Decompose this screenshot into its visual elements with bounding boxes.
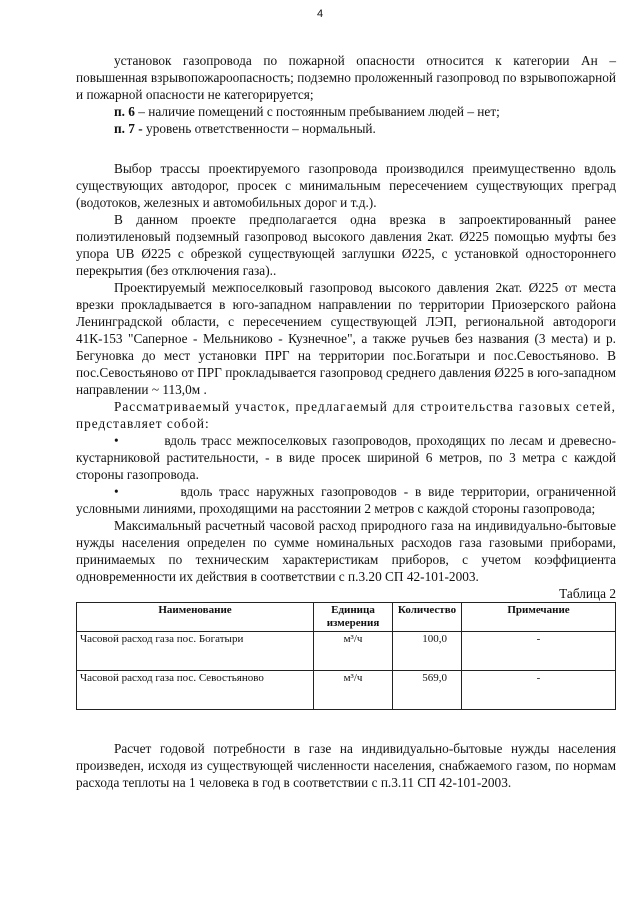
col-header-unit: Единица измерения — [314, 603, 393, 632]
paragraph-item-7 — [76, 120, 616, 137]
cell-unit: м³/ч — [314, 632, 393, 671]
item-7-label: п. 7 - — [114, 121, 143, 136]
col-header-qty: Количество — [393, 603, 462, 632]
item-6-label: п. 6 — [114, 104, 135, 119]
bullet-item-1 — [76, 432, 616, 483]
bullet-item-2 — [76, 483, 616, 517]
bullet-mark: • — [114, 484, 119, 499]
paragraph-pipeline-route: Проектируемый межпоселковый газопровод высокого давления 2кат. Ø225 от места врезки прокладывается в юго-западном направлении по территории Приозерского района Ленинградской области, с пересечением существующей ЛЭП, региональной автодороги 41К-153 "Саперное - Мельниково - Кузнечное", а также ручьев без названия (3 места) и р. Бегуновка до мест установки ПРГ на территории пос.Богатыри и пос.Севостьяново. В пос.Севостьяново от ПРГ прокладывается газопровод среднего давления Ø225 в юго-западном направлении ~ 113,0м . — [76, 280, 616, 397]
bullet-2-text: вдоль трасс наружных газопроводов - в виде территории, ограниченной условными линиями, проходящими на расстоянии 2 метров с каждой стороны газопровода; — [76, 484, 616, 516]
cell-unit: м³/ч — [314, 671, 393, 710]
table-row — [77, 632, 616, 671]
col-header-name: Наименование — [77, 603, 314, 632]
page-number: 4 — [316, 8, 324, 20]
paragraph-item-6 — [76, 103, 616, 120]
paragraph-route-choice: Выбор трассы проектируемого газопровода производился преимущественно вдоль существующих автодорог, просек с минимальным пересечением существующих преград (водотоков, железных и автомобильных дорог и т.д.). — [76, 161, 616, 210]
col-header-note: Примечание — [462, 603, 616, 632]
cell-qty: 569,0 — [393, 671, 462, 710]
cell-qty: 100,0 — [393, 632, 462, 671]
paragraph-fire-category: установок газопровода по пожарной опасности относится к категории Ан – повышенная взрывопожароопасность; подземно проложенный газопровод по взрывопожарной и пожарной опасности не категорируется; — [76, 53, 616, 102]
bullet-mark: • — [114, 433, 119, 448]
bullet-1-text: вдоль трасс межпоселковых газопроводов, проходящих по лесам и древесно-кустарниковой растительности, - в виде просек шириной 6 метров, по 3 метра с каждой стороны газопровода. — [76, 433, 616, 482]
paragraph-tie-in: В данном проекте предполагается одна врезка в запроектированный ранее полиэтиленовый подземный газопровод высокого давления 2кат. Ø225 помощью муфты без упора UB Ø225 с обрезкой существующей заглушки Ø225, с установкой одностороннего перекрытия (без отключения газа).. — [76, 212, 616, 278]
cell-name: Часовой расход газа пос. Севостьяново — [77, 671, 314, 710]
table-row — [77, 671, 616, 710]
item-6-text: – наличие помещений с постоянным пребыванием людей – нет; — [134, 104, 500, 119]
cell-name: Часовой расход газа пос. Богатыри — [77, 632, 314, 671]
paragraph-annual-demand: Расчет годовой потребности в газе на индивидуально-бытовые нужды населения произведен, исходя из существующей численности населения, снабжаемого газом, по нормам расхода теплоты на 1 человека в год в соответствии с п.3.11 СП 42-101-2003. — [76, 741, 616, 790]
cell-note: - — [462, 632, 616, 671]
body-text — [76, 52, 616, 791]
item-7-text: уровень ответственности – нормальный. — [142, 121, 376, 136]
table-caption: Таблица 2 — [559, 586, 616, 601]
gas-flow-table — [76, 602, 616, 710]
paragraph-max-flow: Максимальный расчетный часовой расход природного газа на индивидуально-бытовые нужды населения определен по сумме номинальных расходов газа газовыми приборами, принимаемых по техническим характеристикам приборов, с учетом коэффициента одновременности их действия в соответствии с п.3.20 СП 42-101-2003. — [76, 518, 616, 584]
cell-note: - — [462, 671, 616, 710]
paragraph-site-description: Рассматриваемый участок, предлагаемый для строительства газовых сетей, представляет собой: — [76, 399, 616, 431]
